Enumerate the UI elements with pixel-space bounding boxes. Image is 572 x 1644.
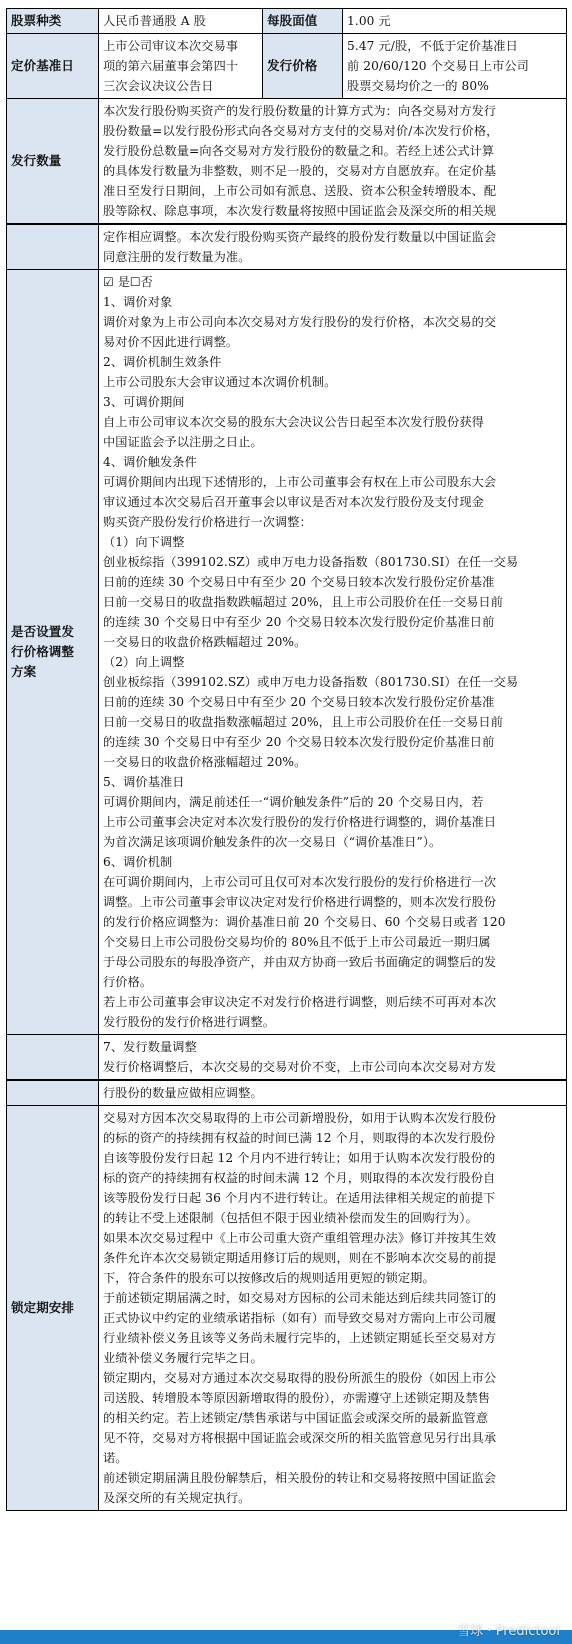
adjust-line: 自上市公司审议本次交易的股东大会决议公告日起至本次发行股份获得 — [103, 415, 484, 429]
lockup-line: 的转让不受上述限制（包括但不限于因业绩补偿而发生的回购行为）。 — [103, 1211, 478, 1225]
adjust-tail-line: 发行价格调整后，本次交易的交易对价不变，上市公司向本次交易对方发 — [103, 1060, 497, 1074]
quantity-line: 股等除权、除息事项，本次发行数量将按照中国证监会及深交所的相关规 — [103, 204, 497, 218]
row-price-adjustment — [7, 270, 567, 1035]
row-pricing — [7, 34, 567, 99]
quantity-line: 准日至发行日期间，上市公司如有派息、送股、资本公积金转增股本、配 — [103, 184, 497, 198]
adjust-line: 日前一交易日的收盘指数涨幅超过 20%，且上市公司股价在任一交易日前 — [103, 715, 503, 729]
issue-price-label: 发行价格 — [263, 34, 343, 99]
adjust-line: 4、调价触发条件 — [103, 455, 197, 469]
lockup-line: 正式协议中约定的业绩承诺指标（如有）而导致交易对方需向上市公司履 — [103, 1311, 497, 1325]
lockup-label: 锁定期安排 — [7, 1106, 99, 1511]
issue-price-value — [343, 34, 567, 99]
adjust-line: 3、可调价期间 — [103, 395, 185, 409]
quantity-line: 本次发行股份购买资产的发行股份数量的计算方式为：向各交易对方发行 — [103, 104, 497, 118]
row-lockup — [7, 1106, 567, 1511]
lockup-content — [99, 1106, 567, 1511]
adjust-line: 日前的连续 30 个交易日中有至少 20 个交易日较本次发行股份定价基准 — [103, 695, 495, 709]
pricing-base-date-value — [99, 34, 263, 99]
price-adjustment-label-tail — [7, 1035, 99, 1081]
lockup-line: 如果本次交易过程中《上市公司重大资产重组管理办法》修订并按其生效 — [103, 1231, 497, 1245]
adjust-line: 上市公司董事会决定对本次发行股份的发行价格进行调整的，调价基准日 — [103, 815, 497, 829]
adjust-line: 的发行价格应调整为：调价基准日前 20 个交易日、60 个交易日或者 120 — [103, 915, 506, 929]
adjust-line: 个交易日上市公司股份交易均价的 80%且不低于上市公司最近一期归属 — [103, 935, 491, 949]
row-price-adjustment-tail — [7, 1035, 567, 1081]
row-price-adjustment-cont — [7, 1080, 567, 1106]
quantity-line: 股份数量=以发行股份形式向各交易对方支付的交易对价/本次发行价格， — [103, 124, 499, 138]
adjust-line: 的连续 30 个交易日中有至少 20 个交易日较本次发行股份定价基准日前 — [103, 615, 495, 629]
document-table-wrapper — [6, 8, 566, 1511]
lockup-line: 交易对方因本次交易取得的上市公司新增股份，如用于认购本次发行股份 — [103, 1111, 497, 1125]
price-adjustment-content-cont — [99, 1080, 567, 1106]
price-line: 股票交易均价之一的 80% — [347, 79, 489, 93]
pricing-line: 上市公司审议本次交易事 — [103, 39, 239, 53]
row-stock-type — [7, 9, 567, 34]
price-line: 5.47 元/股，不低于定价基准日 — [347, 39, 518, 53]
adjust-line: 购买资产股份发行价格进行一次调整： — [103, 515, 312, 529]
row-issue-quantity — [7, 99, 567, 225]
adjust-line: 日前的连续 30 个交易日中有至少 20 个交易日较本次发行股份定价基准 — [103, 575, 495, 589]
adjust-line: 日前一交易日的收盘指数跌幅超过 20%，且上市公司股价在任一交易日前 — [103, 595, 503, 609]
pricing-line: 三次会议决议公告日 — [103, 79, 214, 93]
issue-quantity-label-cont — [7, 224, 99, 270]
price-adjustment-label — [7, 270, 99, 1035]
adjust-line: 创业板综指（399102.SZ）或申万电力设备指数（801730.SI）在任一交易 — [103, 555, 519, 569]
lockup-line: 标的资产的持续拥有权益的时间未满 12 个月，则取得的本次发行股份自 — [103, 1171, 496, 1185]
par-value-label: 每股面值 — [263, 9, 343, 34]
adjust-line: 上市公司股东大会审议通过本次调价机制。 — [103, 375, 337, 389]
lockup-line: 及深交所的有关规定执行。 — [103, 1491, 251, 1505]
stock-issuance-table — [6, 8, 567, 1511]
lockup-line: 条件允许本次交易锁定期适用修订后的规则，则在不影响本次交易的前提 — [103, 1251, 497, 1265]
adjust-line: 中国证监会予以注册之日止。 — [103, 435, 263, 449]
lockup-line: 诺。 — [103, 1451, 128, 1465]
lockup-line: 的标的资产的持续拥有权益的时间已满 12 个月，则取得的本次发行股份 — [103, 1131, 496, 1145]
adjust-line: 为首次满足该项调价触发条件的次一交易日（“调价基准日”）。 — [103, 835, 442, 849]
lockup-line: 见不符，交易对方将根据中国证监会或深交所的相关监管意见另行出具承 — [103, 1431, 497, 1445]
adjust-line: 于母公司股东的每股净资产，并由双方协商一致后书面确定的调整后的发 — [103, 955, 497, 969]
lockup-line: 行业绩补偿义务且该等义务尚未履行完毕的，上述锁定期延长至交易对方 — [103, 1331, 497, 1345]
quantity-line: 发行股份总数量=向各交易对方发行股份的数量之和。若经上述公式计算 — [103, 144, 495, 158]
adjust-label-line: 是否设置发 — [11, 624, 75, 639]
watermark-logo: 雪球 · Predictool — [457, 1624, 560, 1639]
adjust-line: （1）向下调整 — [103, 535, 185, 549]
adjust-line: 发行股份的发行价格进行调整。 — [103, 1015, 276, 1029]
lockup-line: 的相关约定。若上述锁定/禁售承诺与中国证监会或深交所的最新监管意 — [103, 1411, 489, 1425]
quantity-line: 的具体发行数量为非整数，则不足一股的，交易对方自愿放弃。在定价基 — [103, 164, 497, 178]
price-line: 前 20/60/120 个交易日上市公司 — [347, 59, 529, 73]
lockup-line: 于前述锁定期届满之时，如交易对方因标的公司未能达到后续共同签订的 — [103, 1291, 497, 1305]
adjust-line: 5、调价基准日 — [103, 775, 185, 789]
adjust-line: 审议通过本次交易后召开董事会以审议是否对本次发行股份及支付现金 — [103, 495, 484, 509]
price-adjustment-label-cont — [7, 1080, 99, 1106]
lockup-line: 该等股份发行日起 36 个月内不进行转让。在适用法律相关规定的前提下 — [103, 1191, 496, 1205]
adjust-line: 一交易日的收盘价格涨幅超过 20%。 — [103, 755, 307, 769]
adjust-line: 2、调价机制生效条件 — [103, 355, 222, 369]
adjust-line: 可调价期间内，满足前述任一“调价触发条件”后的 20 个交易日内，若 — [103, 795, 484, 809]
adjust-line: 调价对象为上市公司向本次交易对方发行股份的发行价格，本次交易的交 — [103, 315, 497, 329]
adjust-line: 易对价不因此进行调整。 — [103, 335, 239, 349]
row-issue-quantity-cont — [7, 224, 567, 270]
adjust-line: 6、调价机制 — [103, 855, 173, 869]
lockup-line: 业绩补偿义务履行完毕之日。 — [103, 1351, 263, 1365]
quantity-line: 定作相应调整。本次发行股份购买资产最终的股份发行数量以中国证监会 — [103, 230, 497, 244]
price-adjustment-content — [99, 270, 567, 1035]
stock-type-label: 股票种类 — [7, 9, 99, 34]
price-adjustment-tail-content — [99, 1035, 567, 1081]
adjust-line: 的连续 30 个交易日中有至少 20 个交易日较本次发行股份定价基准日前 — [103, 735, 495, 749]
stock-type-value: 人民币普通股 A 股 — [99, 9, 263, 34]
lockup-line: 锁定期内，交易对方通过本次交易取得的股份所派生的股份（如因上市公 — [103, 1371, 497, 1385]
lockup-line: 司送股、转增股本等原因新增取得的股份），亦需遵守上述锁定期及禁售 — [103, 1391, 491, 1405]
issue-quantity-content-cont — [99, 224, 567, 270]
adjust-line: 1、调价对象 — [103, 295, 173, 309]
yes-no-checkbox-line: ☑ 是☐否 — [103, 275, 153, 289]
adjust-line: 若上市公司董事会审议决定不对发行价格进行调整，则后续不可再对本次 — [103, 995, 497, 1009]
pricing-line: 项的第六届董事会第四十 — [103, 59, 239, 73]
pricing-base-date-label: 定价基准日 — [7, 34, 99, 99]
adjust-line: 行价格。 — [103, 975, 153, 989]
adjust-label-line: 行价格调整 — [11, 644, 75, 659]
adjust-cont-line: 行股份的数量应做相应调整。 — [103, 1086, 263, 1100]
adjust-line: （2）向上调整 — [103, 655, 185, 669]
par-value-value: 1.00 元 — [343, 9, 567, 34]
lockup-line: 前述锁定期届满且股份解禁后，相关股份的转让和交易将按照中国证监会 — [103, 1471, 497, 1485]
adjust-line: 一交易日的收盘价格跌幅超过 20%。 — [103, 635, 307, 649]
adjust-label-line: 方案 — [11, 664, 37, 679]
lockup-line: 下，符合条件的股东可以按修改后的规则适用更短的锁定期。 — [103, 1271, 435, 1285]
quantity-line: 同意注册的发行数量为准。 — [103, 250, 251, 264]
lockup-line: 自该等股份发行日起 12 个月内不进行转让；如用于认购本次发行股份的 — [103, 1151, 496, 1165]
adjust-line: 在可调价期间内，上市公司可且仅可对本次发行股份的发行价格进行一次 — [103, 875, 497, 889]
issue-quantity-content — [99, 99, 567, 225]
issue-quantity-label: 发行数量 — [7, 99, 99, 225]
adjust-line: 可调价期间内出现下述情形的，上市公司董事会有权在上市公司股东大会 — [103, 475, 497, 489]
adjust-tail-line: 7、发行数量调整 — [103, 1040, 197, 1054]
adjust-line: 调整。上市公司董事会审议决定对发行价格进行调整的，则本次发行股份 — [103, 895, 497, 909]
adjust-line: 创业板综指（399102.SZ）或申万电力设备指数（801730.SI）在任一交易 — [103, 675, 519, 689]
